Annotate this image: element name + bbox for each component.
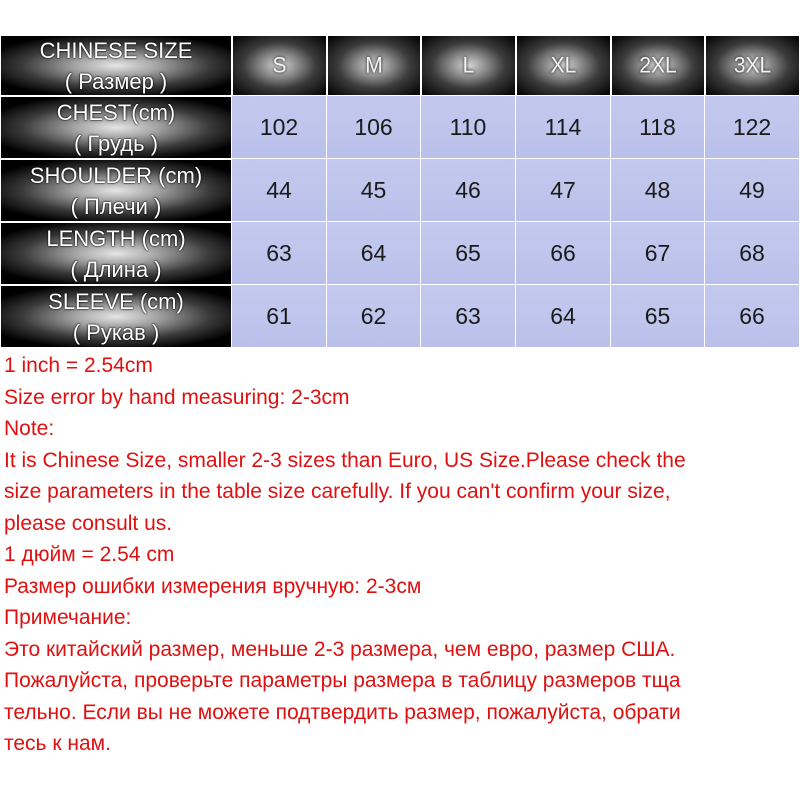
table-cell: 46 <box>421 159 516 222</box>
table-cell: 118 <box>611 96 705 159</box>
size-label: XL <box>550 53 577 78</box>
table-cell: 122 <box>705 96 800 159</box>
note-line: Примечание: <box>4 606 132 629</box>
size-chart-table <box>0 35 800 350</box>
table-cell: 45 <box>327 159 421 222</box>
size-label: M <box>365 53 383 78</box>
table-cell: 64 <box>327 222 421 285</box>
size-label: S <box>272 53 287 78</box>
row-header-sleeve <box>0 285 232 348</box>
table-cell: 65 <box>611 285 705 348</box>
note-line: 1 дюйм = 2.54 cm <box>4 543 175 566</box>
note-line: Note: <box>4 417 55 440</box>
size-notes <box>4 350 800 760</box>
table-cell: 68 <box>705 222 800 285</box>
table-cell: 44 <box>232 159 327 222</box>
table-cell: 102 <box>232 96 327 159</box>
table-cell: 63 <box>421 285 516 348</box>
row-header-length <box>0 222 232 285</box>
table-cell: 48 <box>611 159 705 222</box>
table-cell: 114 <box>516 96 611 159</box>
size-label: L <box>462 53 475 78</box>
note-line: тесь к нам. <box>4 732 111 755</box>
row-label-en: CHEST(cm) <box>56 99 176 125</box>
note-line: size parameters in the table size carefully. If you can't confirm your size, <box>4 480 671 503</box>
row-label-en: LENGTH (cm) <box>46 225 186 251</box>
note-line: Пожалуйста, проверьте параметры размера в таблицу размеров тща <box>4 669 681 692</box>
table-cell: 61 <box>232 285 327 348</box>
row-header-chest <box>0 96 232 159</box>
size-header-xl <box>516 35 611 96</box>
row-label-ru: ( Рукав ) <box>72 319 160 345</box>
table-cell: 106 <box>327 96 421 159</box>
note-line: 1 inch = 2.54cm <box>4 354 153 377</box>
table-cell: 62 <box>327 285 421 348</box>
table-cell: 49 <box>705 159 800 222</box>
note-line: please consult us. <box>4 511 173 535</box>
table-cell: 67 <box>611 222 705 285</box>
size-label: 3XL <box>733 53 772 78</box>
row-label-ru: ( Плечи ) <box>70 193 162 219</box>
size-header-s <box>232 35 327 96</box>
table-cell: 63 <box>232 222 327 285</box>
table-cell: 64 <box>516 285 611 348</box>
note-line: Это китайский размер, меньше 2-3 размера, чем евро, размер США. <box>4 637 676 661</box>
corner-header-en: CHINESE SIZE <box>39 37 193 63</box>
size-header-3xl <box>705 35 800 96</box>
note-line: It is Chinese Size, smaller 2-3 sizes than Euro, US Size.Please check the <box>4 448 686 472</box>
note-line: Size error by hand measuring: 2-3cm <box>4 385 350 409</box>
note-line: Размер ошибки измерения вручную: 2-3см <box>4 574 422 598</box>
size-header-l <box>421 35 516 96</box>
table-cell: 66 <box>516 222 611 285</box>
note-line: тельно. Если вы не можете подтвердить размер, пожалуйста, обрати <box>4 700 681 724</box>
size-label: 2XL <box>639 53 677 78</box>
table-cell: 110 <box>421 96 516 159</box>
table-cell: 47 <box>516 159 611 222</box>
corner-header-ru: ( Размер ) <box>64 68 168 94</box>
row-label-en: SLEEVE (cm) <box>48 288 184 314</box>
table-cell: 66 <box>705 285 800 348</box>
size-header-2xl <box>611 35 705 96</box>
size-header-m <box>327 35 421 96</box>
row-label-en: SHOULDER (cm) <box>29 162 203 188</box>
row-label-ru: ( Грудь ) <box>73 130 159 156</box>
corner-header <box>0 35 232 96</box>
table-cell: 65 <box>421 222 516 285</box>
row-header-shoulder <box>0 159 232 222</box>
row-label-ru: ( Длина ) <box>70 256 162 282</box>
